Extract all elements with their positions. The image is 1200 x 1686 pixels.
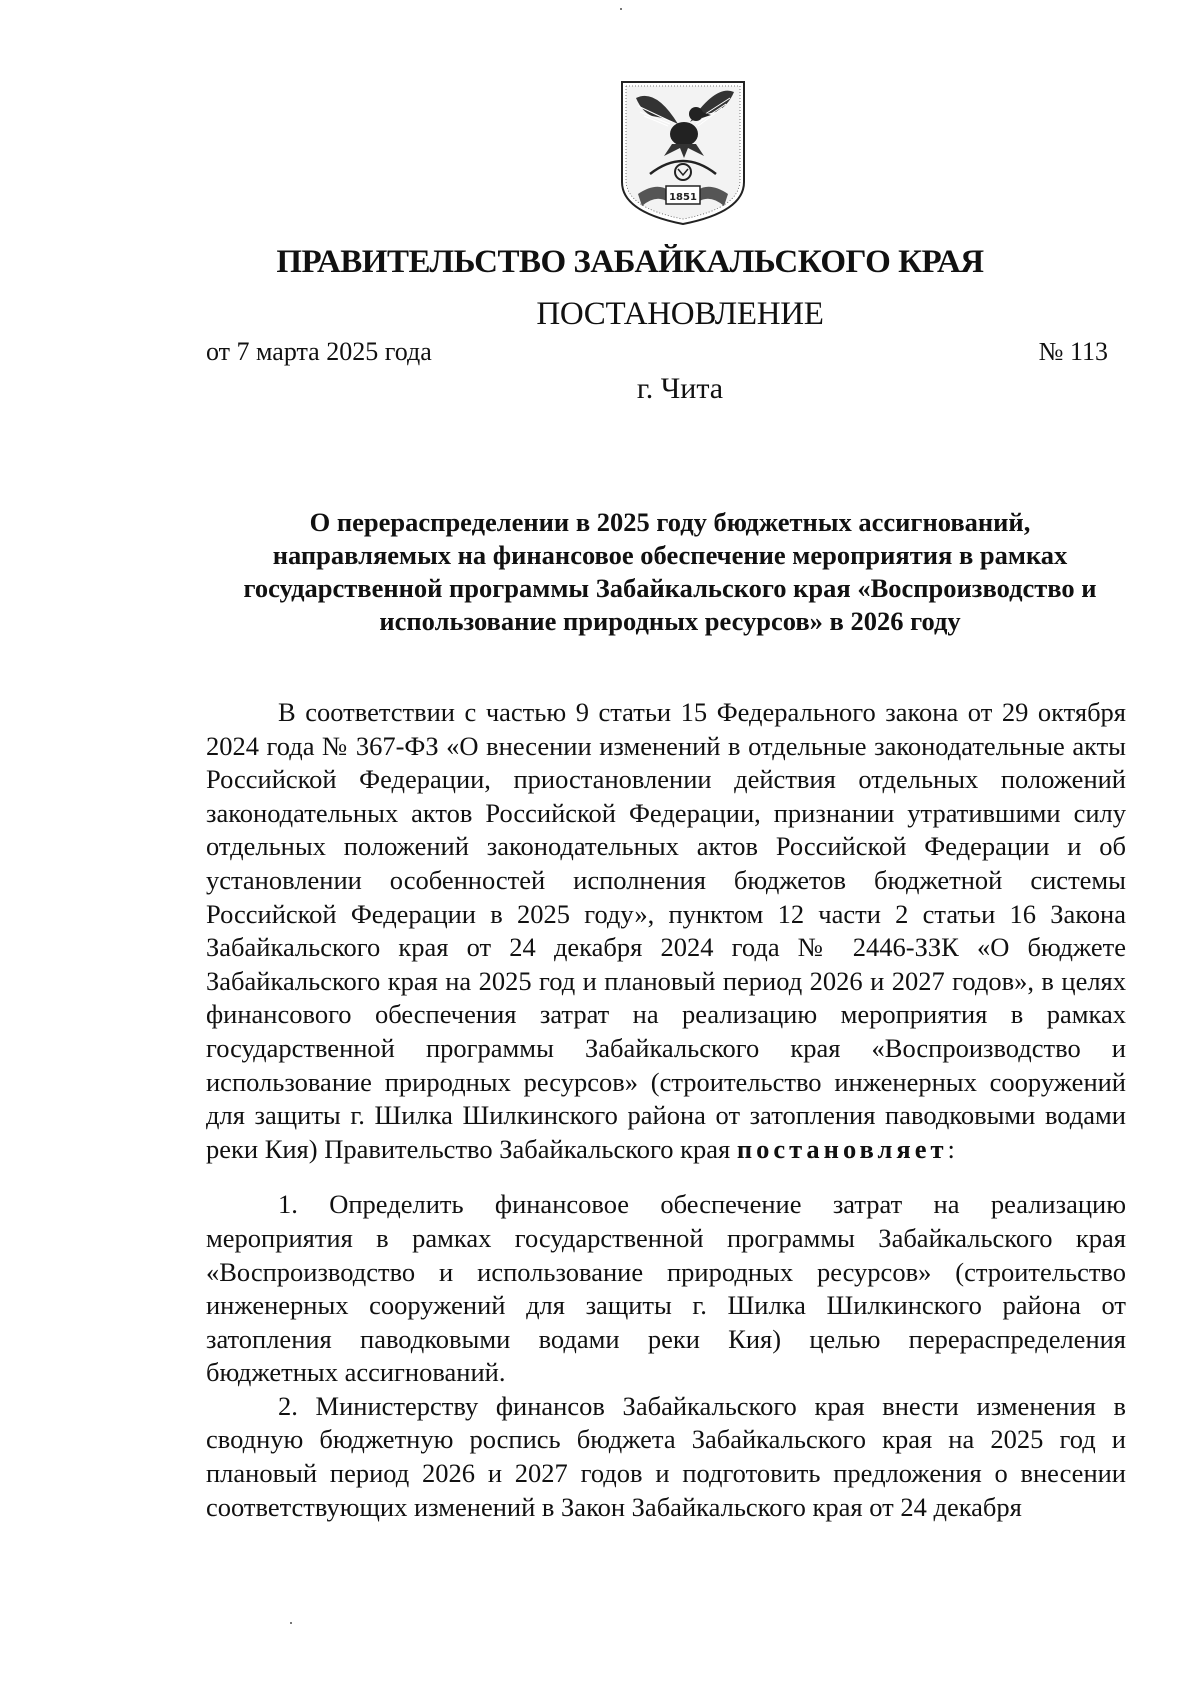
government-title: ПРАВИТЕЛЬСТВО ЗАБАЙКАЛЬСКОГО КРАЯ bbox=[276, 244, 984, 280]
svg-text:1851: 1851 bbox=[669, 192, 697, 203]
preamble-text: В соответствии с частью 9 статьи 15 Федерального закона от 29 октября 2024 года № 367-ФЗ «О внесении изменений в отдельные законодательные акты Российской Федерации, приостановлении действия отдельных положений законодательных актов Российской Федерации, признании утратившими силу отдельных положений законодательных актов Российской Федерации и об установлении особенностей исполнения бюджетов бюджетной системы Российской Федерации в 2025 году», пунктом 12 части 2 статьи 16 Закона Забайкальского края от 24 декабря 2024 года № 2446-ЗЗК «О бюджете Забайкальского края на 2025 год и плановый период 2026 и 2027 годов», в целях финансового обеспечения затрат на реализацию мероприятия в рамках государственной программы Забайкальского края «Воспроизводство и использование природных ресурсов» (строительство инженерных сооружений для защиты г. Шилка Шилкинского района от затопления паводковыми водами реки Кия) Правительство Забайкальского края bbox=[206, 697, 1126, 1164]
preamble-paragraph bbox=[206, 696, 1126, 1166]
document-city: г. Чита bbox=[636, 372, 724, 405]
coat-of-arms-icon bbox=[616, 78, 750, 228]
document-body bbox=[206, 696, 1126, 1524]
scan-dot bbox=[290, 1622, 292, 1624]
document-subject: О перераспределении в 2025 году бюджетных ассигнований, направляемых на финансовое обеспечение мероприятия в рамках государственной программы Забайкальского края «Воспроизводство и использование природных ресурсов» в 2026 году bbox=[243, 507, 1097, 636]
decree-word: постановляет bbox=[736, 1133, 948, 1164]
item-paragraph-1: 1. Определить финансовое обеспечение затрат на реализацию мероприятия в рамках государственной программы Забайкальского края «Воспроизводство и использование природных ресурсов» (строительство инженерных сооружений для защиты г. Шилка Шилкинского района от затопления паводковыми водами реки Кия) целью перераспределения бюджетных ассигнований. bbox=[206, 1189, 1126, 1388]
decree-colon: : bbox=[947, 1133, 955, 1164]
scan-dot bbox=[620, 8, 622, 10]
document-type: ПОСТАНОВЛЕНИЕ bbox=[536, 296, 824, 332]
item-paragraph-2: 2. Министерству финансов Забайкальского края внести изменения в сводную бюджетную роспись бюджета Забайкальского края на 2025 год и плановый период 2026 и 2027 годов и подготовить предложения о внесении соответствующих изменений в Закон Забайкальского края от 24 декабря bbox=[206, 1390, 1126, 1522]
document-number: № 113 bbox=[1038, 337, 1108, 366]
document-date: от 7 марта 2025 года bbox=[206, 337, 432, 366]
